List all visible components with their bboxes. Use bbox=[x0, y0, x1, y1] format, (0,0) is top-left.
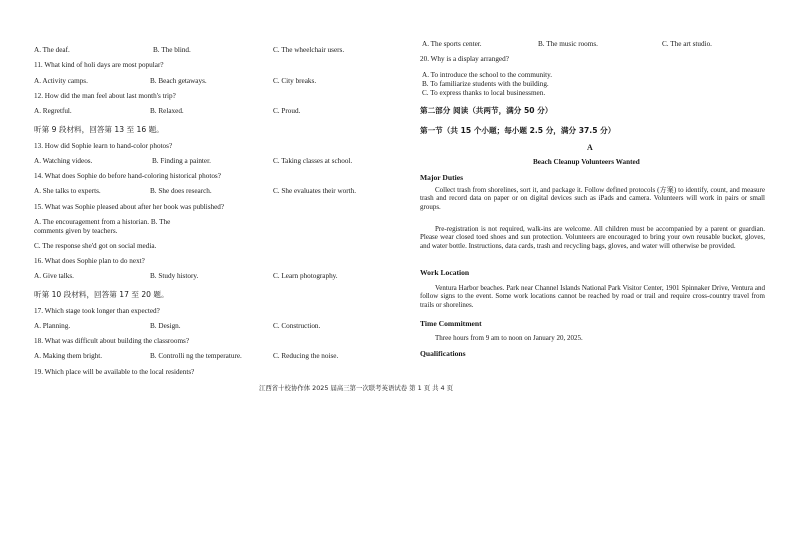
q13-option-a: A. Watching videos. bbox=[34, 157, 93, 165]
q13-option-b: B. Finding a painter. bbox=[152, 157, 211, 165]
q20-option-c: C. To express thanks to local businessmen. bbox=[422, 89, 546, 97]
q12-question: 12. How did the man feel about last month's trip? bbox=[34, 92, 176, 100]
q11-option-a: A. Activity camps. bbox=[34, 77, 88, 85]
major-duties-paragraph-2: Pre-registration is not required, walk-ins are welcome. All children must be accompanied by a parent or guardian. Please wear closed toed shoes and sun protection. Volunteers are encouraged to bring your own reusable bucket, gloves, and water bottle. Instructions, data cards, trash and recycling bags, gloves, and water will otherwise be provided. bbox=[420, 225, 765, 250]
q19-option-a: A. The sports center. bbox=[422, 40, 482, 48]
part-2-heading: 第二部分 阅读（共两节，满分 50 分） bbox=[420, 106, 553, 115]
q17-option-b: B. Design. bbox=[150, 322, 181, 330]
q11-question: 11. What kind of holi days are most popular? bbox=[34, 61, 164, 69]
work-location-paragraph: Ventura Harbor beaches. Park near Channel Islands National Park Visitor Center, 1901 Spinnaker Drive, Ventura and follow signs to the event. Some work locations cannot be reached by road or trail and require cross-country travel from trails or shorelines. bbox=[420, 284, 765, 309]
q16-option-a: A. Give talks. bbox=[34, 272, 74, 280]
q20-question: 20. Why is a display arranged? bbox=[420, 55, 509, 63]
page-footer: 江西省十校协作体 2025 届高三第一次联考英语试卷 第 1 页 共 4 页 bbox=[259, 384, 454, 392]
q15-question: 15. What was Sophie pleased about after her book was published? bbox=[34, 203, 225, 211]
time-commitment-heading: Time Commitment bbox=[420, 319, 482, 328]
q18-question: 18. What was difficult about building the classrooms? bbox=[34, 337, 190, 345]
section-10-instruction: 听第 10 段材料，回答第 17 至 20 题。 bbox=[34, 290, 169, 299]
q16-question: 16. What does Sophie plan to do next? bbox=[34, 257, 145, 265]
q18-option-c: C. Reducing the noise. bbox=[273, 352, 339, 360]
q14-option-c: C. She evaluates their worth. bbox=[273, 187, 357, 195]
q14-option-b: B. She does research. bbox=[150, 187, 212, 195]
q13-question: 13. How did Sophie learn to hand-color photos? bbox=[34, 142, 173, 150]
section-9-instruction: 听第 9 段材料，回答第 13 至 16 题。 bbox=[34, 125, 164, 134]
major-duties-paragraph-1: Collect trash from shorelines, sort it, and package it. Follow defined protocols (方案) to identify, count, and measure trash and record data on paper or on digital devices such as iPads and camera. Volunteers will work in pairs or small groups. bbox=[420, 186, 765, 211]
q16-option-c: C. Learn photography. bbox=[273, 272, 338, 280]
q16-option-b: B. Study history. bbox=[150, 272, 199, 280]
q12-option-a: A. Regretful. bbox=[34, 107, 72, 115]
q15-option-b: comments given by teachers. bbox=[34, 227, 118, 235]
major-duties-heading: Major Duties bbox=[420, 173, 464, 182]
q15-option-a: A. The encouragement from a historian. B. The bbox=[34, 218, 171, 226]
q12-option-c: C. Proud. bbox=[273, 107, 301, 115]
q15-option-c: C. The response she'd got on social media. bbox=[34, 242, 157, 250]
q10-option-c: C. The wheelchair users. bbox=[273, 46, 345, 54]
q17-option-c: C. Construction. bbox=[273, 322, 321, 330]
q19-option-c: C. The art studio. bbox=[662, 40, 712, 48]
q14-option-a: A. She talks to experts. bbox=[34, 187, 101, 195]
q10-option-a: A. The deaf. bbox=[34, 46, 70, 54]
q14-question: 14. What does Sophie do before hand-coloring historical photos? bbox=[34, 172, 221, 180]
passage-title: Beach Cleanup Volunteers Wanted bbox=[533, 158, 640, 166]
time-commitment-text: Three hours from 9 am to noon on January 20, 2025. bbox=[435, 334, 583, 342]
q11-option-b: B. Beach getaways. bbox=[150, 77, 207, 85]
q11-option-c: C. City breaks. bbox=[273, 77, 317, 85]
q19-option-b: B. The music rooms. bbox=[538, 40, 598, 48]
work-location-heading: Work Location bbox=[420, 268, 470, 277]
q19-question: 19. Which place will be available to the local residents? bbox=[34, 368, 195, 376]
q13-option-c: C. Taking classes at school. bbox=[273, 157, 353, 165]
qualifications-heading: Qualifications bbox=[420, 349, 466, 358]
q17-question: 17. Which stage took longer than expected? bbox=[34, 307, 160, 315]
q12-option-b: B. Relaxed. bbox=[150, 107, 184, 115]
q10-option-b: B. The blind. bbox=[153, 46, 191, 54]
q18-option-b: B. Controlli ng the temperature. bbox=[150, 352, 242, 360]
q18-option-a: A. Making them bright. bbox=[34, 352, 103, 360]
q20-option-a: A. To introduce the school to the community. bbox=[422, 71, 553, 79]
passage-letter: A bbox=[587, 143, 593, 152]
q17-option-a: A. Planning. bbox=[34, 322, 71, 330]
section-1-heading: 第一节（共 15 个小题；每小题 2.5 分，满分 37.5 分） bbox=[420, 126, 616, 135]
q20-option-b: B. To familiarize students with the building. bbox=[422, 80, 549, 88]
